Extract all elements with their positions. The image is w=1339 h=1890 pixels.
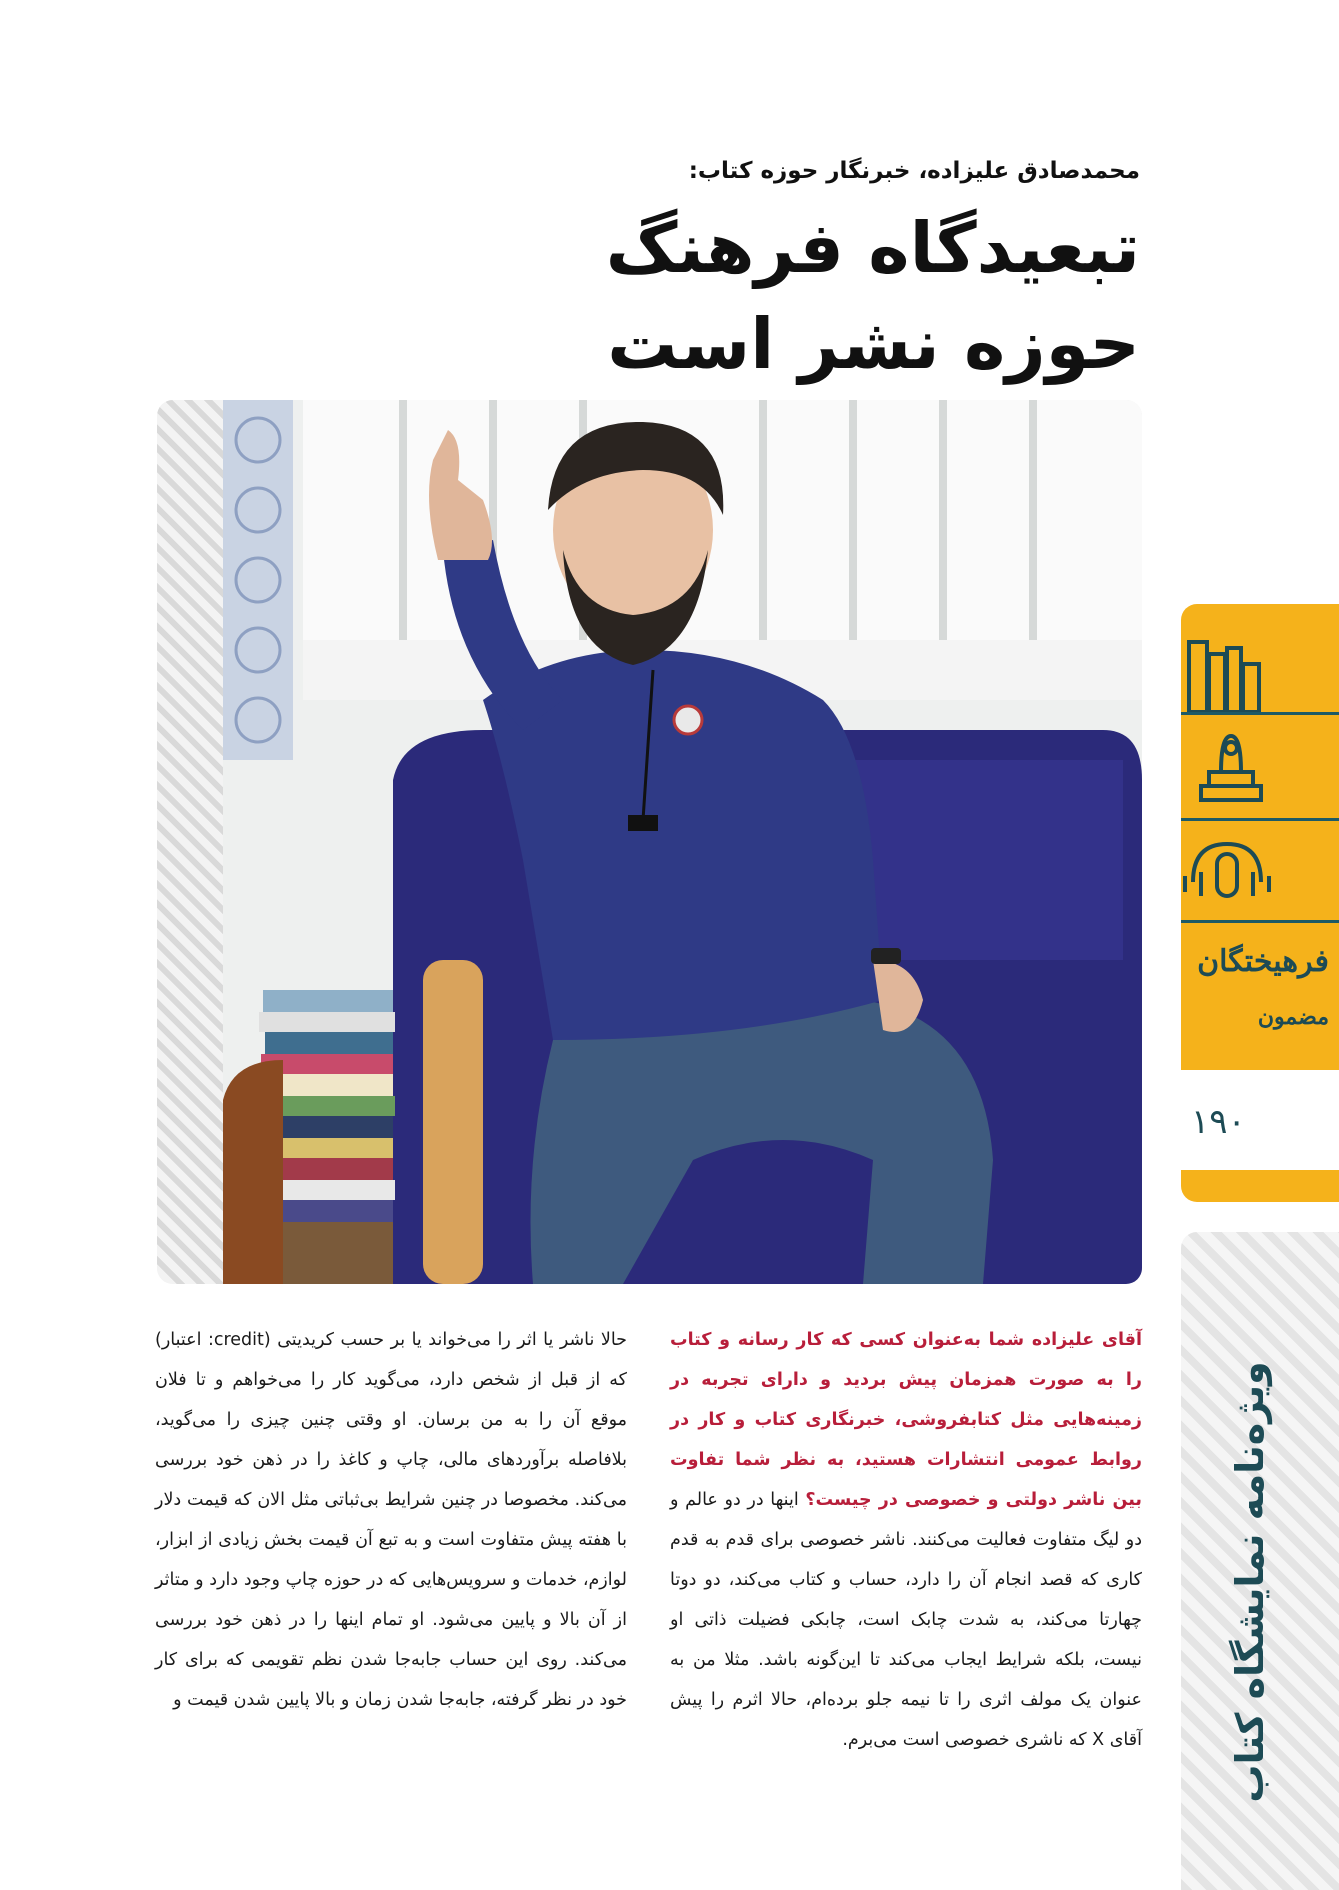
- headline-line-1: تبعیدگاه فرهنگ: [605, 207, 1140, 289]
- books-shelf-icon: [1181, 632, 1339, 736]
- interview-answer-continued: حالا ناشر یا اثر را می‌خواند یا بر حسب کریدیتی (credit: اعتبار) که از قبل از شخص دارد، می‌گوید کار را می‌خواهم و تا فلان موقع آن را به من برسان. او وقتی چنین چیزی را می‌گوید، بلافاصله برآوردهای مالی، چاپ و کاغذ را در ذهن خود بررسی می‌کند. مخصوصا در چنین شرایط بی‌ثباتی مثل الان که قیمت دلار با هفته پیش متفاوت است و به تبع آن قیمت بخش زیادی از ابزار، لوازم، خدمات و سرویس‌هایی که در حوزه چاپ وجود دارد و متاثر از آن بالا و پایین می‌شود. او تمام اینها را در ذهن خود بررسی می‌کند. روی این حساب جابه‌جا شدن نظم تقویمی که برای کار خود در نظر گرفته، جابه‌جا شدن زمان و بالا پایین شدن قیمت و: [155, 1330, 627, 1710]
- article-column-left: [155, 1320, 627, 1720]
- interview-photo: [157, 400, 1142, 1284]
- shelf-divider: [1181, 712, 1339, 715]
- supplement-title: ویژه‌نامه نمایشگاه کتاب: [1228, 1361, 1272, 1803]
- brand-logo-text: فرهیختگان: [1197, 944, 1329, 979]
- desk-lamp-icon: [1181, 726, 1339, 830]
- article-headline: [380, 200, 1140, 392]
- headline-line-2: حوزه نشر است: [607, 303, 1140, 385]
- shelf-divider: [1181, 818, 1339, 821]
- shelf-divider: [1181, 920, 1339, 923]
- photo-stripe-border: [157, 400, 223, 1284]
- section-name: مضمون: [1257, 1004, 1329, 1030]
- article-column-right: [670, 1320, 1142, 1760]
- interview-question: آقای علیزاده شما به‌عنوان کسی که کار رسانه و کتاب را به صورت همزمان پیش بردید و دارای تجربه در زمینه‌هایی مثل کتابفروشی، خبرنگاری کتاب و کار در روابط عمومی انتشارات هستید، به نظر شما تفاوت بین ناشر دولتی و خصوصی در چیست؟: [670, 1330, 1142, 1510]
- portrait-illustration: [223, 400, 1142, 1284]
- article-kicker: محمدصادق علیزاده، خبرنگار حوزه کتاب:: [688, 158, 1140, 184]
- page-number: ۱۹۰: [1191, 1102, 1246, 1142]
- interview-answer: اینها در دو عالم و دو لیگ متفاوت فعالیت می‌کنند. ناشر خصوصی برای قدم به قدم کاری که قصد انجام آن را دارد، حساب و کتاب می‌کند، دو دوتا چهارتا می‌کند، به شدت چابک است، چابکی فضیلت ذاتی او نیست، بلکه شرایط ایجاب می‌کند تا این‌گونه باشد. مثلا من به عنوان یک مولف اثری را تا نیمه جلو برده‌ام، حالا اثرم را پیش آقای X که ناشری خصوصی است می‌برم.: [670, 1490, 1142, 1750]
